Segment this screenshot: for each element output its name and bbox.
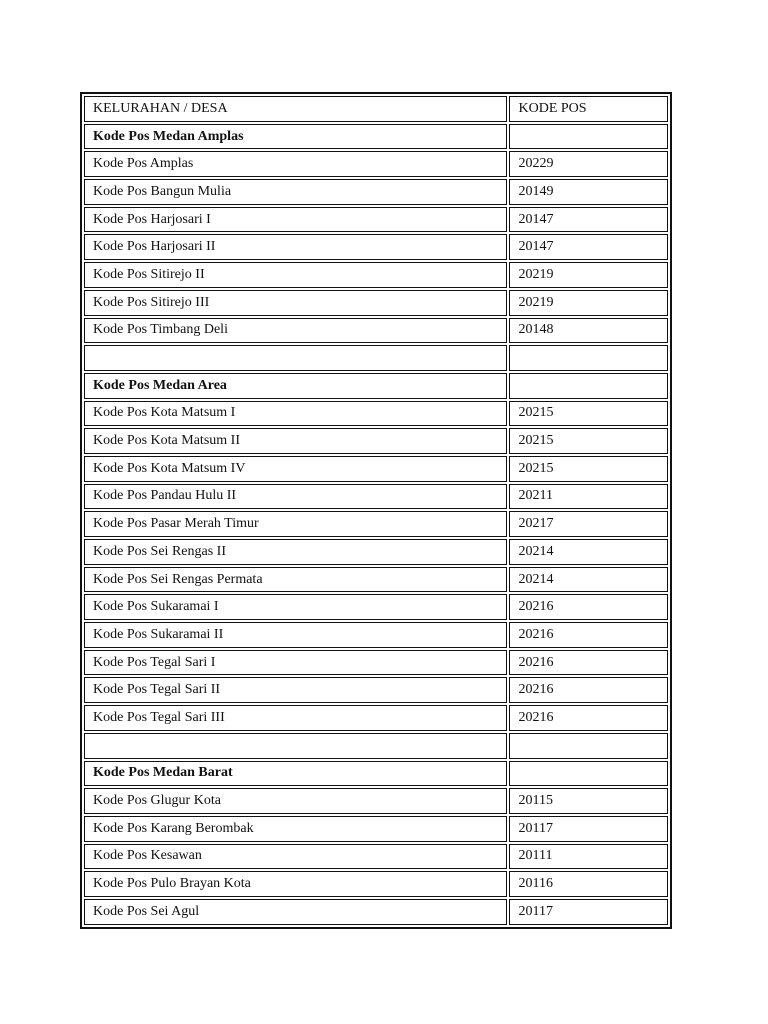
kode-pos-cell: 20216 [509,650,668,676]
kode-pos-cell: 20148 [509,318,668,344]
kode-pos-cell: 20214 [509,567,668,593]
table-row [84,234,668,260]
table-row [84,318,668,344]
kode-pos-cell: 20147 [509,234,668,260]
table-row [84,179,668,205]
postal-code-table [80,92,672,929]
kelurahan-cell: Kode Pos Harjosari I [84,207,507,233]
section-heading-row [84,373,668,399]
kelurahan-cell: Kode Pos Pandau Hulu II [84,484,507,510]
table-row [84,567,668,593]
spacer-row [84,733,668,759]
kelurahan-cell: Kode Pos Tegal Sari I [84,650,507,676]
kode-pos-cell: 20216 [509,677,668,703]
table-row [84,428,668,454]
kode-pos-cell: 20149 [509,179,668,205]
table-row [84,816,668,842]
table-row [84,262,668,288]
kelurahan-cell: Kode Pos Kesawan [84,844,507,870]
header-kode-pos: KODE POS [509,96,668,122]
kode-pos-cell: 20216 [509,705,668,731]
section-heading-row [84,761,668,787]
table-row [84,594,668,620]
section-heading: Kode Pos Medan Area [84,373,507,399]
kelurahan-cell: Kode Pos Bangun Mulia [84,179,507,205]
kode-pos-cell: 20111 [509,844,668,870]
kode-pos-cell: 20214 [509,539,668,565]
table-row [84,844,668,870]
kelurahan-cell: Kode Pos Tegal Sari III [84,705,507,731]
kode-pos-cell: 20216 [509,622,668,648]
table-row [84,456,668,482]
table-row [84,788,668,814]
kelurahan-cell: Kode Pos Glugur Kota [84,788,507,814]
table-row [84,207,668,233]
header-kelurahan: KELURAHAN / DESA [84,96,507,122]
section-heading: Kode Pos Medan Amplas [84,124,507,150]
table-row [84,705,668,731]
kode-pos-cell: 20219 [509,290,668,316]
kode-pos-cell [509,124,668,150]
table-row [84,539,668,565]
table-row [84,622,668,648]
table-row [84,899,668,925]
kode-pos-cell [509,345,668,371]
kode-pos-cell: 20117 [509,899,668,925]
kelurahan-cell: Kode Pos Sukaramai I [84,594,507,620]
kelurahan-cell: Kode Pos Kota Matsum I [84,401,507,427]
section-heading: Kode Pos Medan Barat [84,761,507,787]
kode-pos-cell [509,373,668,399]
kelurahan-cell: Kode Pos Pulo Brayan Kota [84,871,507,897]
kelurahan-cell [84,733,507,759]
kelurahan-cell [84,345,507,371]
table-body [84,96,668,925]
table-row [84,401,668,427]
kode-pos-cell: 20217 [509,511,668,537]
table-header-row [84,96,668,122]
kode-pos-cell: 20216 [509,594,668,620]
table-row [84,511,668,537]
kelurahan-cell: Kode Pos Pasar Merah Timur [84,511,507,537]
kelurahan-cell: Kode Pos Kota Matsum II [84,428,507,454]
kode-pos-cell [509,733,668,759]
table-row [84,871,668,897]
kelurahan-cell: Kode Pos Karang Berombak [84,816,507,842]
kode-pos-cell [509,761,668,787]
table-row [84,650,668,676]
kelurahan-cell: Kode Pos Sitirejo III [84,290,507,316]
kode-pos-cell: 20116 [509,871,668,897]
kode-pos-cell: 20219 [509,262,668,288]
kelurahan-cell: Kode Pos Sei Rengas Permata [84,567,507,593]
kelurahan-cell: Kode Pos Sei Rengas II [84,539,507,565]
kode-pos-cell: 20211 [509,484,668,510]
table-row [84,484,668,510]
kelurahan-cell: Kode Pos Timbang Deli [84,318,507,344]
kelurahan-cell: Kode Pos Sukaramai II [84,622,507,648]
kode-pos-cell: 20215 [509,428,668,454]
kode-pos-cell: 20215 [509,401,668,427]
kelurahan-cell: Kode Pos Kota Matsum IV [84,456,507,482]
kode-pos-cell: 20229 [509,151,668,177]
kelurahan-cell: Kode Pos Amplas [84,151,507,177]
kelurahan-cell: Kode Pos Sitirejo II [84,262,507,288]
kelurahan-cell: Kode Pos Tegal Sari II [84,677,507,703]
kode-pos-cell: 20115 [509,788,668,814]
table-row [84,677,668,703]
table-row [84,290,668,316]
kelurahan-cell: Kode Pos Sei Agul [84,899,507,925]
table-row [84,151,668,177]
section-heading-row [84,124,668,150]
spacer-row [84,345,668,371]
kode-pos-cell: 20117 [509,816,668,842]
kelurahan-cell: Kode Pos Harjosari II [84,234,507,260]
kode-pos-cell: 20215 [509,456,668,482]
kode-pos-cell: 20147 [509,207,668,233]
